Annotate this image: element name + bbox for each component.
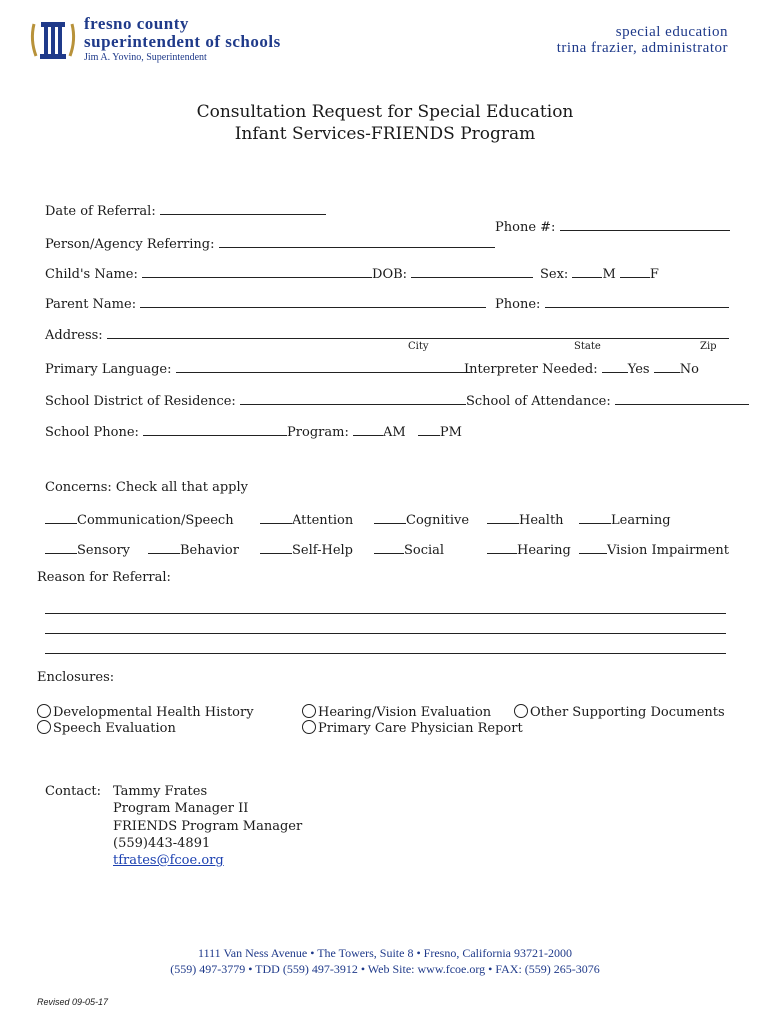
concern-label: Communication/Speech bbox=[77, 513, 234, 528]
interpreter-no-label: No bbox=[679, 362, 699, 377]
org-name-line1: fresno county bbox=[84, 14, 189, 33]
concern-blank[interactable] bbox=[374, 540, 404, 554]
school-attendance-label: School of Attendance: bbox=[465, 394, 611, 409]
concern-blank[interactable] bbox=[45, 540, 77, 554]
parent-name-field[interactable] bbox=[140, 294, 486, 308]
person-agency-row bbox=[45, 234, 495, 252]
childs-name-label: Child's Name: bbox=[45, 267, 138, 282]
sex-row bbox=[540, 264, 659, 282]
program-am-blank[interactable] bbox=[353, 422, 383, 436]
phone-hash-field[interactable] bbox=[560, 217, 730, 231]
person-agency-field[interactable] bbox=[219, 234, 495, 248]
concern-cognitive[interactable] bbox=[374, 510, 469, 528]
concern-label: Learning bbox=[611, 513, 671, 528]
zip-caption: Zip bbox=[700, 341, 717, 352]
primary-language-row bbox=[45, 359, 470, 377]
radio-circle-icon[interactable] bbox=[37, 720, 51, 734]
concern-label: Social bbox=[404, 543, 445, 558]
radio-circle-icon[interactable] bbox=[514, 704, 528, 718]
concern-blank[interactable] bbox=[45, 510, 77, 524]
contact-email-link[interactable]: tfrates@fcoe.org bbox=[113, 853, 224, 868]
enclosure-label: Hearing/Vision Evaluation bbox=[318, 705, 492, 720]
concerns-heading: Concerns: Check all that apply bbox=[45, 480, 248, 495]
primary-language-field[interactable] bbox=[176, 359, 470, 373]
interpreter-label: Interpreter Needed: bbox=[464, 362, 598, 377]
contact-phone: (559)443-4891 bbox=[113, 836, 211, 851]
address-label: Address: bbox=[45, 328, 103, 343]
concern-label: Behavior bbox=[180, 543, 239, 558]
address-field[interactable] bbox=[107, 325, 729, 339]
program-label: Program: bbox=[287, 425, 349, 440]
reason-label: Reason for Referral: bbox=[37, 570, 171, 585]
column-logo-icon bbox=[28, 16, 78, 64]
concern-hearing[interactable] bbox=[487, 540, 571, 558]
phone-hash-label: Phone #: bbox=[495, 220, 556, 235]
department-name: special education bbox=[615, 24, 728, 40]
enclosure-label: Other Supporting Documents bbox=[530, 705, 725, 720]
phone-hash-row bbox=[495, 217, 730, 235]
sex-f-blank[interactable] bbox=[620, 264, 650, 278]
concern-label: Hearing bbox=[517, 543, 571, 558]
program-pm-label: PM bbox=[439, 425, 462, 440]
concern-blank[interactable] bbox=[579, 540, 607, 554]
dob-label: DOB: bbox=[372, 267, 408, 282]
parent-phone-field[interactable] bbox=[545, 294, 729, 308]
concern-label: Vision Impairment bbox=[607, 543, 730, 558]
concern-label: Health bbox=[519, 513, 564, 528]
concern-vision[interactable] bbox=[579, 540, 729, 558]
concern-blank[interactable] bbox=[579, 510, 611, 524]
concern-blank[interactable] bbox=[487, 510, 519, 524]
enclosure-label: Speech Evaluation bbox=[53, 721, 176, 736]
school-district-field[interactable] bbox=[240, 391, 466, 405]
date-of-referral-row bbox=[45, 201, 326, 219]
concern-learning[interactable] bbox=[579, 510, 671, 528]
footer-address: 1111 Van Ness Avenue • The Towers, Suite 8 • Fresno, California 93721-2000 bbox=[198, 946, 572, 960]
reason-line-1[interactable] bbox=[45, 613, 726, 614]
concern-label: Self-Help bbox=[292, 543, 354, 558]
superintendent-name: Jim A. Yovino, Superintendent bbox=[84, 52, 207, 63]
school-phone-row bbox=[45, 422, 462, 440]
form-title-line1: Consultation Request for Special Education bbox=[196, 102, 574, 122]
parent-phone-row bbox=[495, 294, 729, 312]
interpreter-yes-label: Yes bbox=[627, 362, 650, 377]
program-am-label: AM bbox=[382, 425, 406, 440]
sex-label: Sex: bbox=[540, 267, 569, 282]
interpreter-row bbox=[464, 359, 699, 377]
contact-label: Contact: bbox=[45, 784, 102, 799]
enclosure-label: Developmental Health History bbox=[53, 705, 254, 720]
date-of-referral-field[interactable] bbox=[160, 201, 326, 215]
concern-blank[interactable] bbox=[260, 540, 292, 554]
concern-self-help[interactable] bbox=[260, 540, 353, 558]
concern-blank[interactable] bbox=[374, 510, 406, 524]
contact-title-2: FRIENDS Program Manager bbox=[113, 819, 303, 834]
interpreter-yes-blank[interactable] bbox=[602, 359, 628, 373]
program-pm-blank[interactable] bbox=[418, 422, 440, 436]
school-district-row bbox=[45, 391, 749, 409]
dob-field[interactable] bbox=[411, 264, 533, 278]
address-row bbox=[45, 325, 729, 343]
concern-label: Sensory bbox=[77, 543, 131, 558]
form-title-line2: Infant Services-FRIENDS Program bbox=[234, 124, 536, 144]
enclosure-other-docs[interactable] bbox=[514, 704, 725, 720]
org-name-line2: superintendent of schools bbox=[84, 32, 281, 51]
enclosures-heading: Enclosures: bbox=[37, 670, 115, 685]
reason-line-3[interactable] bbox=[45, 653, 726, 654]
sex-m-blank[interactable] bbox=[572, 264, 602, 278]
person-agency-label: Person/Agency Referring: bbox=[45, 237, 215, 252]
state-caption: State bbox=[574, 341, 601, 352]
radio-circle-icon[interactable] bbox=[37, 704, 51, 718]
enclosure-speech-eval[interactable] bbox=[37, 720, 176, 736]
revised-date: Revised 09-05-17 bbox=[37, 997, 109, 1007]
concern-behavior[interactable] bbox=[148, 540, 239, 558]
date-of-referral-label: Date of Referral: bbox=[45, 204, 156, 219]
enclosure-primary-care[interactable] bbox=[302, 720, 523, 736]
radio-circle-icon[interactable] bbox=[302, 704, 316, 718]
childs-name-field[interactable] bbox=[142, 264, 372, 278]
parent-phone-label: Phone: bbox=[495, 297, 541, 312]
concern-social[interactable] bbox=[374, 540, 444, 558]
parent-name-row bbox=[45, 294, 486, 312]
concern-label: Attention bbox=[292, 513, 354, 528]
school-attendance-field[interactable] bbox=[615, 391, 749, 405]
contact-name: Tammy Frates bbox=[113, 784, 208, 799]
city-caption: City bbox=[408, 341, 429, 352]
sex-m-label: M bbox=[602, 267, 616, 282]
reason-line-2[interactable] bbox=[45, 633, 726, 634]
concern-health[interactable] bbox=[487, 510, 564, 528]
enclosure-dev-health[interactable] bbox=[37, 704, 254, 720]
sex-f-label: F bbox=[649, 267, 659, 282]
enclosure-label: Primary Care Physician Report bbox=[318, 721, 523, 736]
childs-name-row bbox=[45, 264, 533, 282]
primary-language-label: Primary Language: bbox=[45, 362, 172, 377]
school-phone-field[interactable] bbox=[143, 422, 287, 436]
school-district-label: School District of Residence: bbox=[45, 394, 236, 409]
concern-label: Cognitive bbox=[406, 513, 470, 528]
concern-blank[interactable] bbox=[148, 540, 180, 554]
contact-title-1: Program Manager II bbox=[113, 801, 249, 816]
enclosure-hearing-vision[interactable] bbox=[302, 704, 491, 720]
concern-attention[interactable] bbox=[260, 510, 353, 528]
interpreter-no-blank[interactable] bbox=[654, 359, 680, 373]
footer-contact: (559) 497-3779 • TDD (559) 497-3912 • Web Site: www.fcoe.org • FAX: (559) 265-3076 bbox=[170, 962, 600, 976]
concern-sensory[interactable] bbox=[45, 540, 130, 558]
concern-communication[interactable] bbox=[45, 510, 234, 528]
logo bbox=[28, 16, 78, 64]
radio-circle-icon[interactable] bbox=[302, 720, 316, 734]
school-phone-label: School Phone: bbox=[45, 425, 139, 440]
concern-blank[interactable] bbox=[260, 510, 292, 524]
concern-blank[interactable] bbox=[487, 540, 517, 554]
parent-name-label: Parent Name: bbox=[45, 297, 137, 312]
administrator-name: trina frazier, administrator bbox=[556, 40, 728, 56]
